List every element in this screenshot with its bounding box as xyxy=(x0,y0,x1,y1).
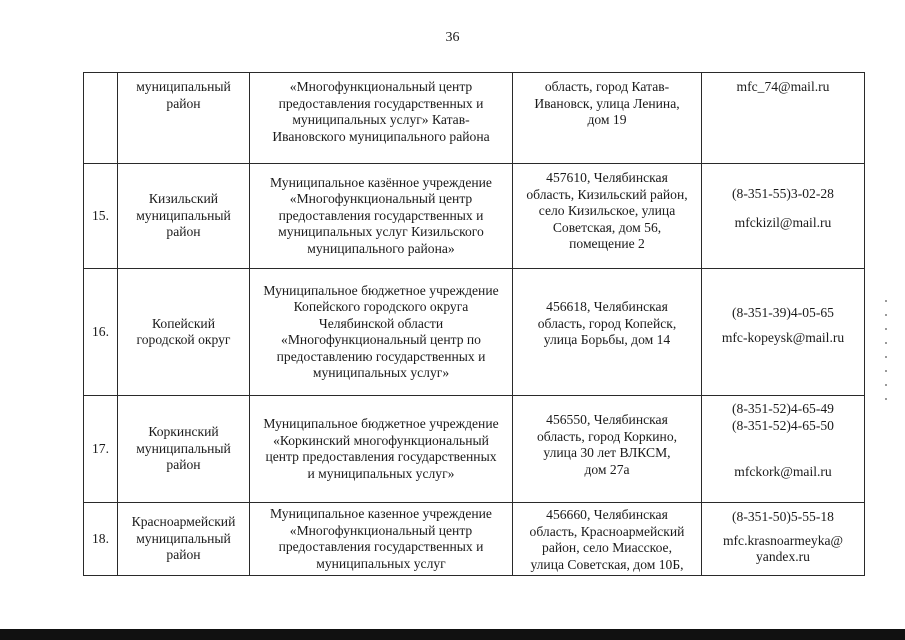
contact-cell xyxy=(702,73,865,164)
address-line: дом 27а xyxy=(584,461,630,477)
district-line: район xyxy=(166,547,201,563)
org-line: предоставления государственных и xyxy=(278,539,484,554)
organization-cell xyxy=(250,269,513,396)
table-row xyxy=(84,164,865,269)
address-cell xyxy=(513,396,702,503)
address-line: 456618, Челябинская xyxy=(546,299,668,314)
org-line: «Многофункциональный центр xyxy=(289,191,473,207)
row-number: 15. xyxy=(84,164,118,269)
email-address: mfckizil@mail.ru xyxy=(734,214,832,230)
org-line: Ивановского муниципального района xyxy=(272,128,490,144)
table-row xyxy=(84,396,865,503)
scan-bottom-edge xyxy=(0,629,905,640)
org-line: предоставления государственных и xyxy=(278,95,484,111)
district-line: муниципальный xyxy=(136,207,231,223)
district-cell xyxy=(118,164,250,269)
address-cell xyxy=(513,164,702,269)
email-address: mfc_74@mail.ru xyxy=(736,79,830,94)
org-line: муниципальных услуг Кизильского xyxy=(278,224,484,240)
table-row xyxy=(84,269,865,396)
row-number: 18. xyxy=(84,503,118,576)
district-line: Копейский xyxy=(152,315,215,331)
org-line: Муниципальное бюджетное учреждение xyxy=(263,416,499,431)
org-line: «Многофункциональный центр по xyxy=(281,332,481,347)
organization-cell xyxy=(250,73,513,164)
org-line: Муниципальное казённое учреждение xyxy=(270,174,492,190)
address-cell xyxy=(513,269,702,396)
org-line: муниципальных услуг» xyxy=(312,365,450,380)
email-address: yandex.ru xyxy=(756,549,810,564)
org-line: Челябинской области xyxy=(318,315,444,331)
address-line: район, село Миасское, xyxy=(542,540,672,555)
organization-cell xyxy=(250,396,513,503)
organization-cell xyxy=(250,503,513,576)
phone-number: (8-351-52)4-65-50 xyxy=(732,417,834,433)
org-line: предоставления государственных и xyxy=(278,207,484,223)
email-address: mfckork@mail.ru xyxy=(734,464,832,479)
address-line: Ивановск, улица Ленина, xyxy=(534,95,680,111)
org-line: Копейского городского округа xyxy=(293,299,469,314)
row-number: 16. xyxy=(84,269,118,396)
address-line: Советская, дом 56, xyxy=(552,219,662,235)
contact-cell xyxy=(702,269,865,396)
org-line: «Многофункциональный центр xyxy=(289,79,473,94)
address-cell xyxy=(513,503,702,576)
contact-cell xyxy=(702,164,865,269)
org-line: центр предоставления государственных xyxy=(265,449,497,464)
contact-cell xyxy=(702,503,865,576)
address-line: село Кизильское, улица xyxy=(538,203,676,218)
address-line: дом 19 xyxy=(587,112,627,127)
org-line: Муниципальное казенное учреждение xyxy=(270,506,492,521)
email-address: mfc.krasnoarmeyka@ xyxy=(722,532,844,548)
district-line: район xyxy=(166,224,201,240)
org-line: предоставлению государственных и xyxy=(276,348,486,364)
org-line: муниципального района» xyxy=(307,240,455,256)
phone-number: (8-351-52)4-65-49 xyxy=(732,401,834,416)
org-line: «Многофункциональный центр xyxy=(289,522,473,538)
org-line: «Коркинский многофункциональный xyxy=(273,432,489,448)
address-line: улица 30 лет ВЛКСМ, xyxy=(543,445,671,460)
district-cell xyxy=(118,396,250,503)
organization-cell xyxy=(250,164,513,269)
scan-margin-marks xyxy=(885,300,887,410)
org-line: муниципальных услуг» Катав- xyxy=(292,112,470,127)
district-line: Коркинский xyxy=(148,424,219,440)
district-cell xyxy=(118,73,250,164)
address-line: область, Кизильский район, xyxy=(526,186,688,202)
phone-number: (8-351-39)4-05-65 xyxy=(732,305,834,320)
district-line: район xyxy=(166,457,201,473)
district-line: Красноармейский xyxy=(131,514,236,530)
row-number xyxy=(84,73,118,164)
address-line: улица Советская, дом 10Б, xyxy=(530,556,684,572)
district-cell xyxy=(118,269,250,396)
org-line: Муниципальное бюджетное учреждение xyxy=(263,282,499,298)
district-cell xyxy=(118,503,250,576)
email-address: mfc-kopeysk@mail.ru xyxy=(721,329,845,345)
table-row xyxy=(84,73,865,164)
table-row xyxy=(84,503,865,576)
phone-number: (8-351-50)5-55-18 xyxy=(732,509,834,524)
address-cell xyxy=(513,73,702,164)
district-line: муниципальный xyxy=(136,440,231,456)
org-line: и муниципальных услуг» xyxy=(307,465,455,481)
phone-number: (8-351-55)3-02-28 xyxy=(732,186,834,201)
district-line: район xyxy=(166,95,201,111)
address-line: 457610, Челябинская xyxy=(546,170,668,185)
address-line: область, город Копейск, xyxy=(537,315,677,331)
page-number: 36 xyxy=(445,30,460,45)
address-line: область, город Коркино, xyxy=(536,428,678,444)
address-line: помещение 2 xyxy=(569,236,645,251)
district-line: городской округ xyxy=(136,332,231,347)
row-number: 17. xyxy=(84,396,118,503)
district-line: Кизильский xyxy=(148,191,219,207)
district-line: муниципальный xyxy=(136,530,231,546)
contact-cell xyxy=(702,396,865,503)
address-line: 456550, Челябинская xyxy=(546,412,668,427)
address-line: область, город Катав- xyxy=(544,79,670,94)
address-line: область, Красноармейский xyxy=(529,523,685,539)
address-line: 456660, Челябинская xyxy=(546,507,668,522)
address-line: улица Борьбы, дом 14 xyxy=(543,332,671,347)
district-line: муниципальный xyxy=(136,79,231,94)
mfc-registry-table xyxy=(83,72,865,576)
org-line: муниципальных услуг xyxy=(316,555,446,571)
